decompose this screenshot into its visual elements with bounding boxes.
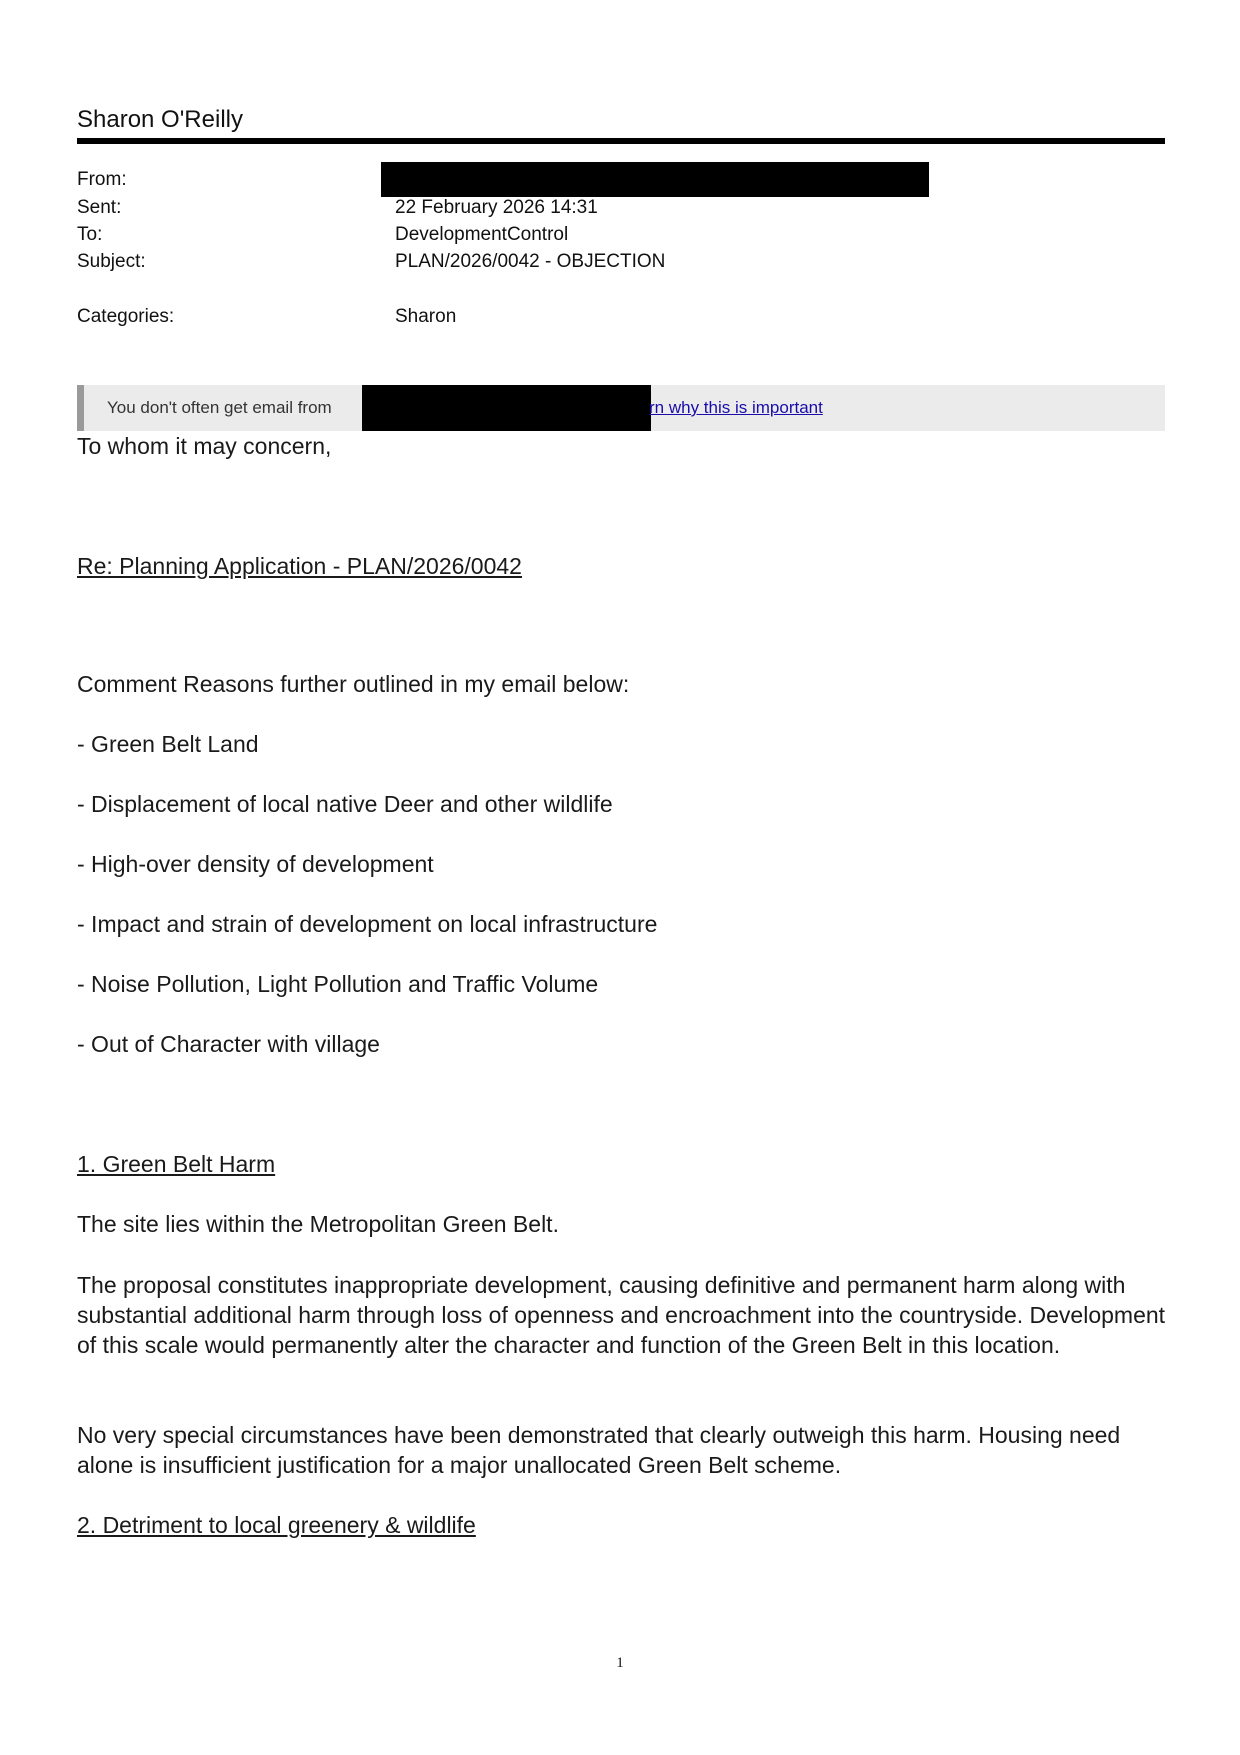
re-heading: Re: Planning Application - PLAN/2026/0042 xyxy=(77,553,522,579)
to-value: DevelopmentControl xyxy=(395,224,569,245)
redacted-from-address xyxy=(381,162,929,197)
subject-label: Subject: xyxy=(77,251,146,272)
from-label: From: xyxy=(77,169,127,190)
page-number: 1 xyxy=(616,1655,624,1671)
subject-value: PLAN/2026/0042 - OBJECTION xyxy=(395,251,666,272)
categories-value: Sharon xyxy=(395,306,457,327)
intro-text: Comment Reasons further outlined in my email below: xyxy=(77,671,630,697)
sent-value: 22 February 2026 14:31 xyxy=(395,197,598,218)
redacted-banner-address xyxy=(362,385,651,431)
categories-label: Categories: xyxy=(77,306,175,327)
sender-name: Sharon O'Reilly xyxy=(77,106,243,133)
reason-item: - Green Belt Land xyxy=(77,731,259,757)
reason-item: - High-over density of development xyxy=(77,851,434,877)
reason-item: - Displacement of local native Deer and other wildlife xyxy=(77,791,613,817)
section1-paragraph: The site lies within the Metropolitan Green Belt. xyxy=(77,1211,559,1237)
reason-item: - Impact and strain of development on local infrastructure xyxy=(77,911,658,937)
reason-item: - Noise Pollution, Light Pollution and Traffic Volume xyxy=(77,971,599,997)
banner-accent-bar xyxy=(77,385,84,431)
section2-heading: 2. Detriment to local greenery & wildlife xyxy=(77,1512,476,1538)
external-sender-banner xyxy=(77,385,1165,431)
header-divider xyxy=(77,138,1165,144)
sent-label: Sent: xyxy=(77,197,122,218)
greeting: To whom it may concern, xyxy=(77,433,332,459)
reason-item: - Out of Character with village xyxy=(77,1031,380,1057)
learn-why-link[interactable]: rn why this is important xyxy=(649,398,823,417)
section1-paragraph: The proposal constitutes inappropriate development, causing definitive and permanent harm along with substantial additional harm through loss of openness and encroachment into the countryside. Development of this scale would permanently alter the character and function of the Green Belt in this location. xyxy=(77,1272,1166,1358)
section1-heading: 1. Green Belt Harm xyxy=(77,1151,276,1177)
to-label: To: xyxy=(77,224,103,245)
banner-text: You don't often get email from xyxy=(107,398,332,417)
section1-paragraph: No very special circumstances have been demonstrated that clearly outweigh this harm. Housing need alone is insufficient justification for a major unallocated Green Belt scheme. xyxy=(77,1422,1121,1478)
